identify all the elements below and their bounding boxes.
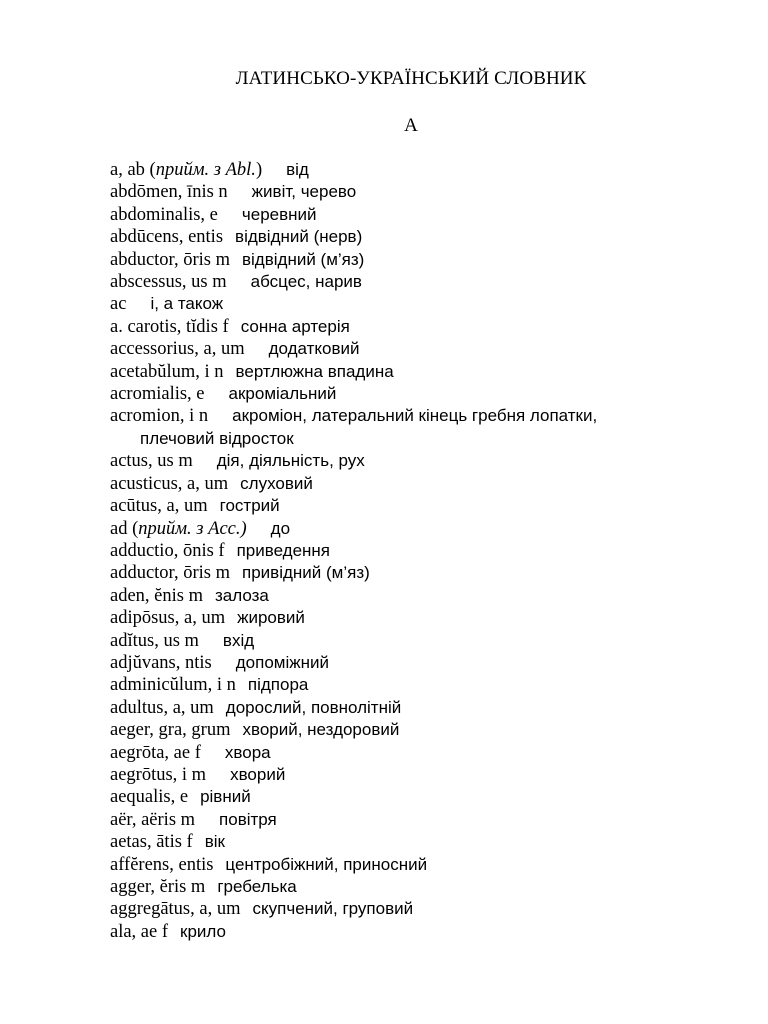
- entry-translation: вхід: [222, 630, 255, 650]
- entry-term: aёr, aёris m: [110, 809, 196, 830]
- entry-translation: хвора: [224, 742, 271, 762]
- entry-adductor: [110, 562, 750, 584]
- entry-term: acusticus, a, um: [110, 473, 229, 494]
- entry-term: ala, ae f: [110, 921, 169, 942]
- entry-translation: до: [270, 518, 291, 538]
- entry-term: acetabŭlum, i n: [110, 361, 224, 382]
- entry-abdomen: [110, 181, 750, 203]
- entry-translation: рівний: [200, 787, 251, 807]
- entry-acromialis: [110, 383, 750, 405]
- entry-adjuvans: [110, 652, 750, 674]
- entry-adminiculum: [110, 674, 750, 696]
- entry-translation: слуховий: [240, 473, 313, 493]
- entry-acetabulum: [110, 361, 750, 383]
- entry-translation: відвідний (нерв): [235, 227, 363, 247]
- entry-aggregatus: [110, 898, 750, 920]
- entry-term: aden, ĕnis m: [110, 585, 203, 606]
- entry-term: acromialis, e: [110, 384, 205, 405]
- entry-translation: живіт, черево: [251, 182, 357, 202]
- entry-translation: вертлюжна впадина: [235, 361, 394, 381]
- entry-term: abscessus, us m: [110, 272, 227, 293]
- entry-translation: допоміжний: [235, 652, 330, 672]
- entry-a-carotis: [110, 316, 750, 338]
- entry-translation: і, а також: [150, 294, 224, 314]
- entry-list: [110, 159, 750, 943]
- entry-translation-continued: плечовий відросток: [140, 428, 294, 448]
- entry-term: aeger, gra, grum: [110, 720, 231, 741]
- entry-acusticus: [110, 473, 750, 495]
- entry-translation: хворий, нездоровий: [242, 720, 400, 740]
- entry-translation: сонна артерія: [240, 316, 350, 336]
- entry-term: adductio, ōnis f: [110, 540, 225, 561]
- entry-adultus: [110, 697, 750, 719]
- entry-acromion: [110, 405, 750, 450]
- entry-a-ab: [110, 159, 750, 181]
- entry-translation: відвідний (м’яз): [242, 249, 365, 269]
- entry-term: aegrōta, ae f: [110, 742, 201, 763]
- entry-term: aegrōtus, i m: [110, 764, 207, 785]
- entry-abducens: [110, 226, 750, 248]
- entry-aer: [110, 809, 750, 831]
- entry-abductor: [110, 249, 750, 271]
- entry-translation: центробіжний, приносний: [225, 854, 428, 874]
- section-letter: А: [404, 115, 418, 136]
- entry-acutus: [110, 495, 750, 517]
- entry-translation: привідний (м’яз): [242, 563, 370, 583]
- entry-translation: акроміальний: [228, 384, 337, 404]
- entry-ala: [110, 921, 750, 943]
- entry-translation: жировий: [237, 608, 305, 628]
- entry-translation: абсцес, нарив: [250, 272, 362, 292]
- entry-term: abdōmen, īnis n: [110, 182, 228, 203]
- entry-term: a, ab (прийм. з Abl.): [110, 160, 263, 180]
- entry-abscessus: [110, 271, 750, 293]
- entry-translation: залоза: [215, 585, 269, 605]
- entry-aditus: [110, 630, 750, 652]
- entry-aetas: [110, 831, 750, 853]
- entry-aegrota: [110, 742, 750, 764]
- entry-translation: приведення: [236, 540, 331, 560]
- entry-translation: підпора: [247, 675, 309, 695]
- entry-translation: від: [286, 160, 309, 179]
- entry-term: abductor, ōris m: [110, 249, 230, 270]
- entry-agger: [110, 876, 750, 898]
- entry-translation: гострий: [219, 496, 280, 516]
- entry-term: adminicŭlum, i n: [110, 675, 236, 696]
- entry-translation: хворий: [230, 764, 286, 784]
- entry-term: adĭtus, us m: [110, 630, 199, 651]
- entry-translation: крило: [180, 921, 226, 941]
- entry-translation: повітря: [219, 809, 277, 829]
- entry-translation: черевний: [241, 204, 317, 224]
- entry-translation: акроміон, латеральний кінець гребня лопатки,: [232, 406, 598, 426]
- entry-aden: [110, 585, 750, 607]
- entry-adiposus: [110, 607, 750, 629]
- entry-translation: вік: [204, 832, 225, 852]
- entry-ac: [110, 293, 750, 315]
- entry-term: abdominalis, e: [110, 204, 218, 225]
- entry-term: acromion, i n: [110, 406, 209, 427]
- entry-term: aequalis, e: [110, 787, 189, 808]
- entry-term: adjŭvans, ntis: [110, 652, 212, 673]
- entry-ad: [110, 518, 750, 540]
- entry-term: aetas, ātis f: [110, 832, 193, 853]
- entry-aegrotus: [110, 764, 750, 786]
- entry-abdominalis: [110, 204, 750, 226]
- entry-term: accessorius, a, um: [110, 339, 245, 360]
- entry-translation: скупчений, груповий: [252, 899, 414, 919]
- entry-actus: [110, 450, 750, 472]
- document-title: ЛАТИНСЬКО-УКРАЇНСЬКИЙ СЛОВНИК: [235, 68, 587, 89]
- entry-term: adipōsus, a, um: [110, 608, 226, 629]
- entry-term: affĕrens, entis: [110, 854, 214, 875]
- entry-accessorius: [110, 338, 750, 360]
- entry-translation: дія, діяльність, рух: [216, 451, 365, 471]
- entry-translation: додатковий: [268, 339, 360, 359]
- entry-aeger: [110, 719, 750, 741]
- entry-translation: гребелька: [217, 877, 297, 896]
- entry-term: ac: [110, 294, 127, 315]
- entry-term: aggregātus, a, um: [110, 899, 241, 920]
- entry-term: adultus, a, um: [110, 697, 214, 718]
- entry-translation: дорослий, повнолітній: [225, 697, 402, 717]
- entry-term: abdūcens, entis: [110, 227, 224, 248]
- entry-term: agger, ĕris m: [110, 877, 206, 897]
- entry-aequalis: [110, 786, 750, 808]
- entry-adductio: [110, 540, 750, 562]
- entry-term: adductor, ōris m: [110, 563, 230, 584]
- entry-term: a. carotis, tĭdis f: [110, 316, 229, 337]
- entry-afferens: [110, 854, 750, 876]
- entry-term: actus, us m: [110, 451, 193, 472]
- entry-term: acūtus, a, um: [110, 496, 208, 517]
- entry-term: ad (прийм. з Acc.): [110, 518, 247, 539]
